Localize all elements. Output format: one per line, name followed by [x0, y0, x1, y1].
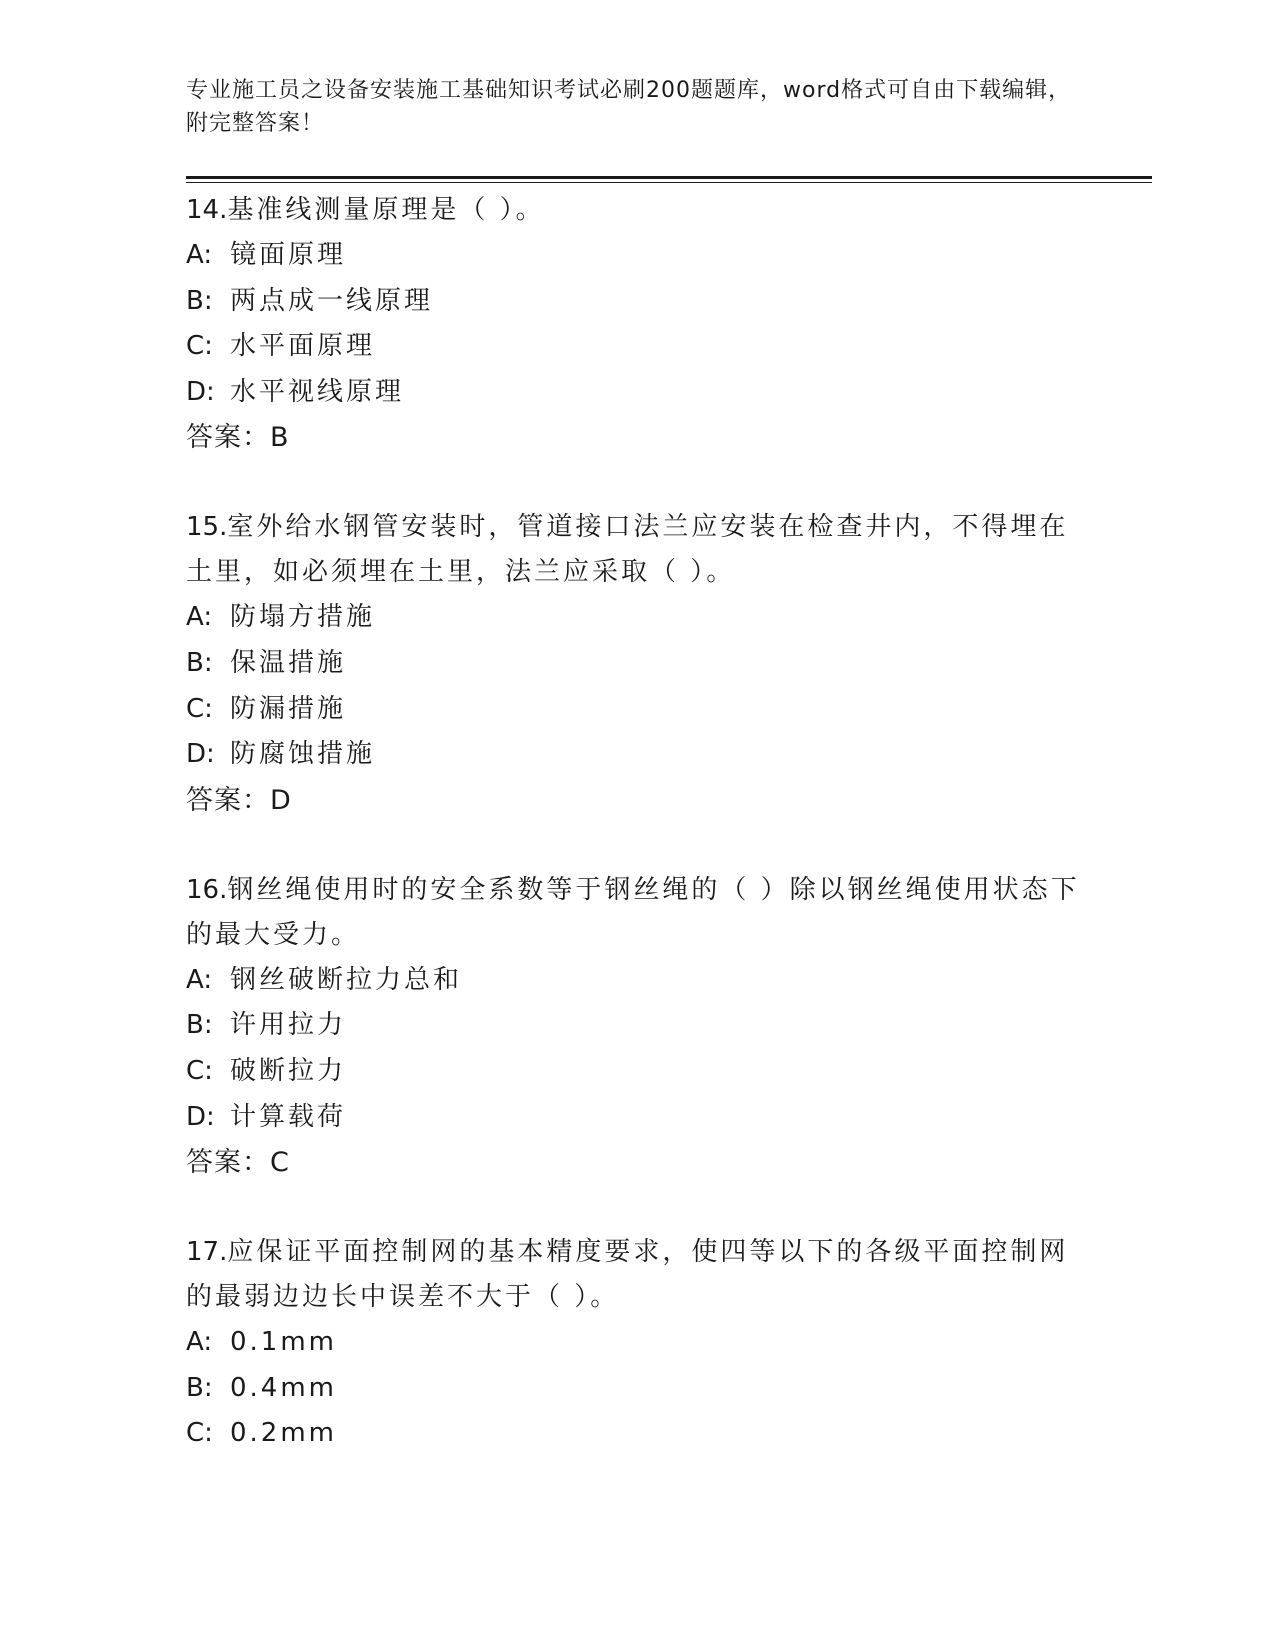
option-letter: C: — [186, 693, 213, 724]
question-list — [186, 188, 1086, 1502]
answer-line: 答案：B — [186, 422, 290, 454]
option-c — [186, 1049, 1086, 1095]
option-text: 保温措施 — [230, 647, 347, 678]
question-stem: 钢丝绳使用时的安全系数等于钢丝绳的（ ）除以钢丝绳使用状态下的最大受力。 — [186, 874, 1080, 950]
option-letter: C: — [186, 1418, 213, 1449]
question-text — [186, 505, 1086, 595]
option-c — [186, 324, 1086, 370]
header-rule-thick — [186, 176, 1152, 179]
question-15 — [186, 505, 1086, 822]
option-letter: A: — [186, 602, 213, 633]
option-d — [186, 370, 1086, 416]
option-text: 0.2mm — [230, 1418, 338, 1449]
question-text — [186, 1230, 1086, 1320]
option-c — [186, 687, 1086, 733]
option-letter: B: — [186, 647, 213, 678]
answer-line: 答案：C — [186, 1147, 290, 1179]
question-stem: 室外给水钢管安装时，管道接口法兰应安装在检查井内，不得埋在土里，如必须埋在土里，法兰应采取（ ）。 — [186, 512, 1069, 588]
question-text — [186, 868, 1086, 958]
option-text: 两点成一线原理 — [230, 285, 434, 316]
option-text: 破断拉力 — [230, 1055, 347, 1086]
option-text: 防腐蚀措施 — [230, 739, 376, 770]
option-text: 防塌方措施 — [230, 602, 376, 633]
question-text — [186, 188, 1086, 233]
option-letter: B: — [186, 285, 213, 316]
option-text: 镜面原理 — [230, 240, 347, 270]
option-a — [186, 1320, 1086, 1366]
header-rule-thin — [186, 182, 1152, 183]
option-letter: A: — [186, 1327, 213, 1358]
option-a — [186, 233, 1086, 279]
option-text: 许用拉力 — [230, 1010, 347, 1041]
option-text: 计算载荷 — [230, 1101, 347, 1132]
option-letter: D: — [186, 739, 215, 770]
option-b — [186, 279, 1086, 325]
option-letter: C: — [186, 331, 213, 362]
option-letter: C: — [186, 1055, 213, 1086]
option-letter: B: — [186, 1010, 213, 1041]
option-letter: A: — [186, 964, 213, 995]
question-number: 14. — [186, 195, 228, 225]
option-letter: D: — [186, 376, 215, 407]
option-text: 0.4mm — [230, 1372, 338, 1403]
option-a — [186, 958, 1086, 1004]
question-14 — [186, 188, 1086, 460]
option-b — [186, 1003, 1086, 1049]
option-b — [186, 1366, 1086, 1412]
option-d — [186, 1095, 1086, 1141]
question-stem: 应保证平面控制网的基本精度要求，使四等以下的各级平面控制网的最弱边边长中误差不大于（ ）。 — [186, 1237, 1069, 1313]
option-letter: A: — [186, 240, 213, 270]
question-number: 16. — [186, 874, 228, 905]
option-text: 钢丝破断拉力总和 — [230, 964, 463, 995]
answer-line: 答案：D — [186, 784, 292, 816]
question-number: 17. — [186, 1237, 228, 1268]
option-text: 防漏措施 — [230, 693, 347, 724]
question-number: 15. — [186, 512, 228, 543]
option-letter: D: — [186, 1101, 215, 1132]
document-title: 专业施工员之设备安装施工基础知识考试必刷200题题库，word格式可自由下载编辑，附完整答案！ — [186, 78, 1072, 136]
option-letter: B: — [186, 1372, 213, 1403]
option-text: 水平视线原理 — [230, 376, 405, 407]
option-d — [186, 732, 1086, 778]
question-stem: 基准线测量原理是（ ）。 — [227, 195, 545, 225]
option-c — [186, 1411, 1086, 1457]
question-17 — [186, 1230, 1086, 1457]
question-16 — [186, 868, 1086, 1185]
option-b — [186, 641, 1086, 687]
option-text: 0.1mm — [230, 1327, 338, 1358]
option-a — [186, 595, 1086, 641]
option-text: 水平面原理 — [230, 331, 376, 362]
